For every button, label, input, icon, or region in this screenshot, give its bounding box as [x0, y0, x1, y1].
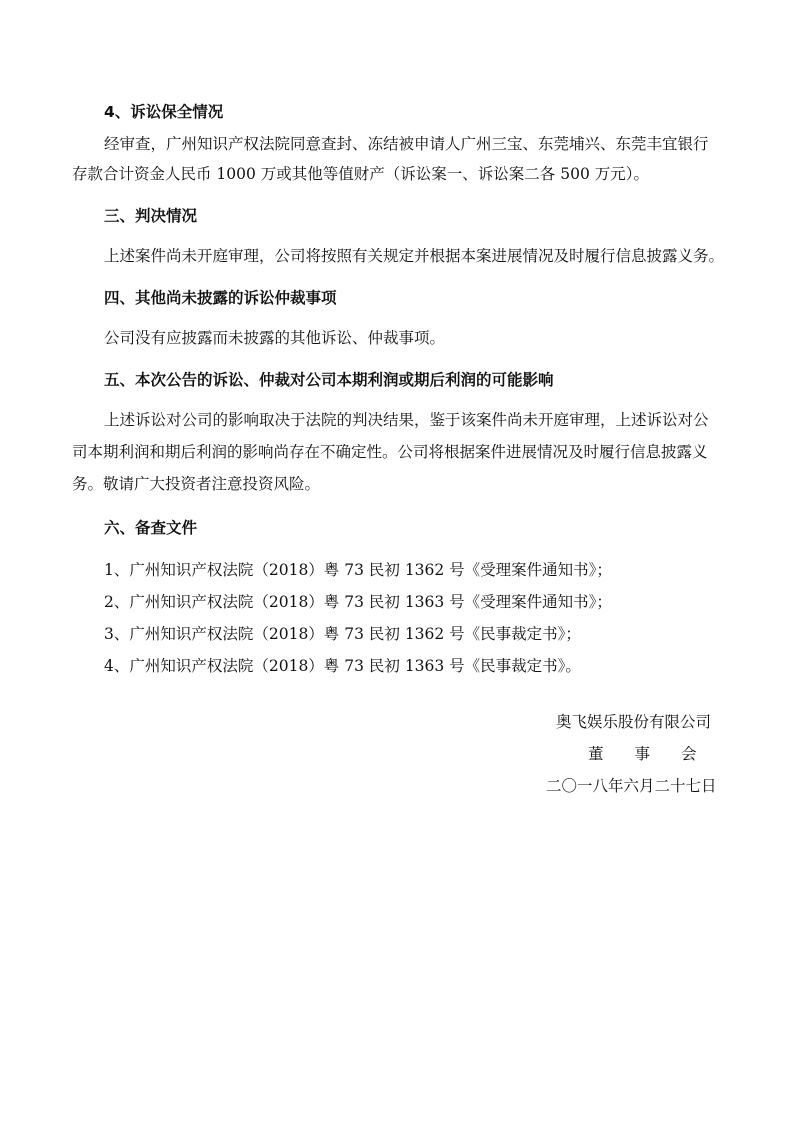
signature-company: 奥飞娱乐股份有限公司	[556, 713, 712, 731]
section-heading-other-litigation: 四、其他尚未披露的诉讼仲裁事项	[104, 289, 337, 307]
paragraph-line: 存款合计资金人民币 1000 万或其他等值财产（诉讼案一、诉讼案二各 500 万元）。	[72, 165, 649, 183]
reference-item: 2、广州知识产权法院（2018）粤 73 民初 1363 号《受理案件通知书》；	[104, 593, 612, 611]
paragraph-line: 上述诉讼对公司的影响取决于法院的判决结果，鉴于该案件尚未开庭审理，上述诉讼对公	[104, 411, 709, 429]
reference-item: 4、广州知识产权法院（2018）粤 73 民初 1363 号《民事裁定书》。	[104, 657, 581, 675]
section-heading-reference-documents: 六、备查文件	[104, 519, 198, 537]
section-heading-profit-impact: 五、本次公告的诉讼、仲裁对公司本期利润或期后利润的可能影响	[104, 371, 554, 389]
section-heading-judgment: 三、判决情况	[104, 207, 198, 225]
paragraph-line: 务。敬请广大投资者注意投资风险。	[72, 475, 321, 493]
signature-board: 董 事 会	[588, 745, 697, 763]
reference-item: 1、广州知识产权法院（2018）粤 73 民初 1362 号《受理案件通知书》；	[104, 561, 612, 579]
signature-date: 二〇一八年六月二十七日	[546, 777, 717, 795]
paragraph-line: 上述案件尚未开庭审理，公司将按照有关规定并根据本案进展情况及时履行信息披露义务。	[104, 247, 725, 265]
paragraph-line: 经审查，广州知识产权法院同意查封、冻结被申请人广州三宝、东莞埔兴、东莞丰宜银行	[104, 135, 709, 153]
reference-item: 3、广州知识产权法院（2018）粤 73 民初 1362 号《民事裁定书》；	[104, 625, 581, 643]
paragraph-line: 公司没有应披露而未披露的其他诉讼、仲裁事项。	[104, 329, 446, 347]
section-heading-litigation-preservation: 4、诉讼保全情况	[104, 103, 224, 121]
paragraph-line: 司本期利润和期后利润的影响尚存在不确定性。公司将根据案件进展情况及时履行信息披露义	[72, 443, 708, 461]
